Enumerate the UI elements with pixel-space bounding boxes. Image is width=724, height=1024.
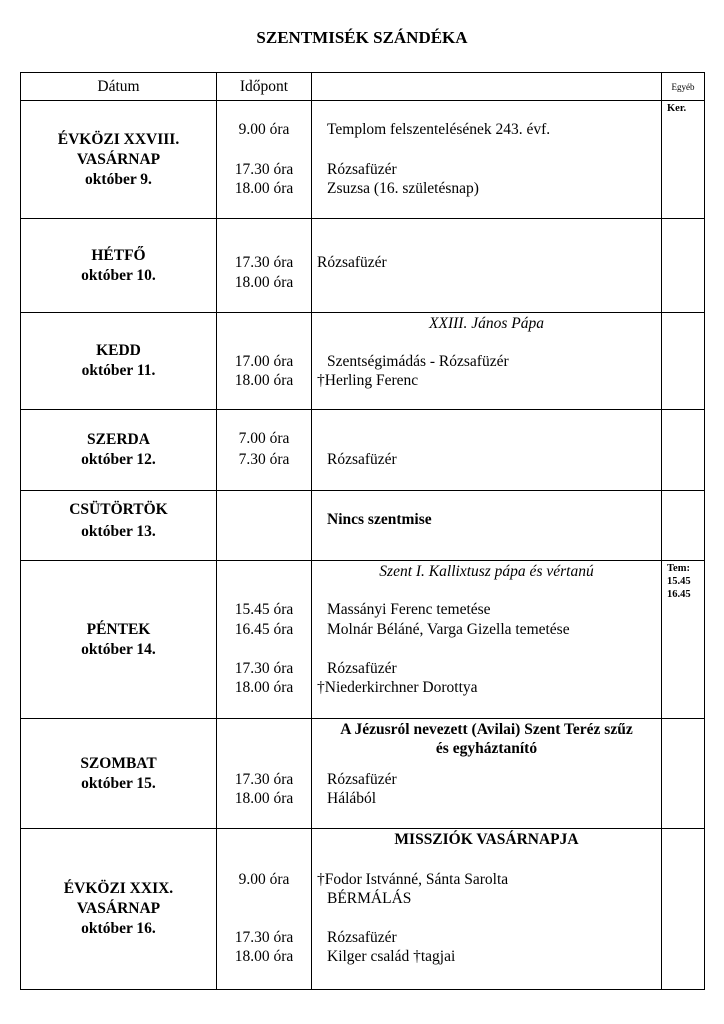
mass-schedule-table [20,72,705,990]
feast-name: MISSZIÓK VASÁRNAPJA [394,831,579,848]
time-value: 17.30 óra [234,929,294,946]
intention-text: †Herling Ferenc [317,372,419,389]
extra-note: 15.45 [667,576,691,587]
time-value: 17.30 óra [234,254,294,271]
date-cell [21,561,217,719]
time-column-header: Időpont [217,73,312,101]
feast-name: XXIII. János Pápa [429,315,544,332]
time-value: 17.30 óra [234,161,294,178]
extra-note: 16.45 [667,589,691,600]
extra-cell [662,219,705,313]
day-name: PÉNTEK [86,620,151,638]
intention-cell [312,561,662,719]
time-cell [217,561,312,719]
intention-column-header [312,73,662,101]
feast-name: Szent I. Kallixtusz pápa és vértanú [379,563,594,580]
time-value: 18.00 óra [234,790,294,807]
table-row [21,491,705,561]
time-value: 17.30 óra [234,771,294,788]
time-cell [217,219,312,313]
day-date: október 16. [81,920,156,937]
day-name: HÉTFŐ [91,246,146,264]
intention-text: Templom felszentelésének 243. évf. [327,121,551,138]
day-date: október 14. [81,640,156,658]
time-value: 9.00 óra [238,121,290,138]
intention-text: Rózsafüzér [327,929,397,946]
time-value: 18.00 óra [234,372,294,389]
day-name-2: VASÁRNAP [76,150,161,168]
day-name: ÉVKÖZI XXVIII. [57,130,180,148]
extra-cell [662,561,705,719]
time-value: 16.45 óra [234,621,294,638]
time-value: 9.00 óra [238,871,290,888]
intention-cell [312,219,662,313]
intention-text: Massányi Ferenc temetése [327,601,491,618]
intention-cell [312,410,662,491]
time-value: 17.30 óra [234,660,294,677]
intention-cell [312,491,662,561]
time-value: 15.45 óra [234,601,294,618]
time-cell [217,491,312,561]
date-cell [21,491,217,561]
table-header-row [21,73,705,101]
intention-text: †Fodor Istvánné, Sánta Sarolta [317,871,509,888]
no-mass-notice: Nincs szentmise [327,511,432,528]
extra-cell [662,829,705,990]
feast-name-line-2: és egyháztanító [435,740,538,757]
time-value: 18.00 óra [234,948,294,965]
time-cell [217,829,312,990]
date-cell [21,719,217,829]
intention-text: Rózsafüzér [327,161,397,178]
date-cell [21,219,217,313]
day-name-2: VASÁRNAP [76,900,161,917]
time-value: 18.00 óra [234,679,294,696]
extra-cell [662,491,705,561]
table-row [21,719,705,829]
intention-text: Hálából [327,790,377,807]
intention-text: Rózsafüzér [327,771,397,788]
day-date: október 15. [81,774,156,792]
time-cell [217,719,312,829]
date-cell [21,829,217,990]
date-cell [21,101,217,219]
intention-cell [312,101,662,219]
table-row [21,410,705,491]
time-cell [217,410,312,491]
time-cell [217,101,312,219]
table-row [21,101,705,219]
date-cell [21,313,217,410]
extra-cell [662,313,705,410]
intention-cell [312,719,662,829]
intention-text: Molnár Béláné, Varga Gizella temetése [327,621,570,638]
day-date: október 13. [81,523,156,540]
intention-text: Zsuzsa (16. születésnap) [327,180,479,197]
extra-note: Tem: [667,563,690,574]
day-date: október 10. [81,266,156,284]
table-row [21,219,705,313]
day-name: KEDD [96,342,141,359]
date-column-header: Dátum [21,73,217,101]
intention-text: †Niederkirchner Dorottya [317,679,478,696]
time-cell [217,313,312,410]
day-name: CSÜTÖRTÖK [69,501,168,518]
time-value: 7.30 óra [238,451,290,468]
intention-text: Szentségimádás - Rózsafüzér [327,353,509,370]
intention-text: Kilger család †tagjai [327,948,456,965]
time-value: 7.00 óra [238,430,290,447]
time-value: 18.00 óra [234,274,294,291]
day-name: SZERDA [87,431,150,448]
extra-cell [662,101,705,219]
intention-text: Rózsafüzér [327,451,397,468]
time-value: 17.00 óra [234,353,294,370]
date-cell [21,410,217,491]
day-date: október 9. [85,170,152,188]
table-row [21,829,705,990]
intention-cell [312,829,662,990]
day-date: október 11. [81,362,156,379]
feast-name: A Jézusról nevezett (Avilai) Szent Teréz szűz [340,721,633,738]
day-date: október 12. [81,451,156,468]
extra-column-header: Egyéb [662,73,705,101]
extra-cell [662,410,705,491]
intention-text: Rózsafüzér [327,660,397,677]
day-name: ÉVKÖZI XXIX. [63,880,174,897]
time-value: 18.00 óra [234,180,294,197]
intention-cell [312,313,662,410]
intention-text: Rózsafüzér [317,254,387,271]
intention-text: BÉRMÁLÁS [327,890,412,907]
table-row [21,561,705,719]
table-row [21,313,705,410]
extra-cell [662,719,705,829]
day-name: SZOMBAT [80,754,157,772]
extra-note: Ker. [667,103,687,114]
page-title: SZENTMISÉK SZÁNDÉKA [256,28,468,47]
